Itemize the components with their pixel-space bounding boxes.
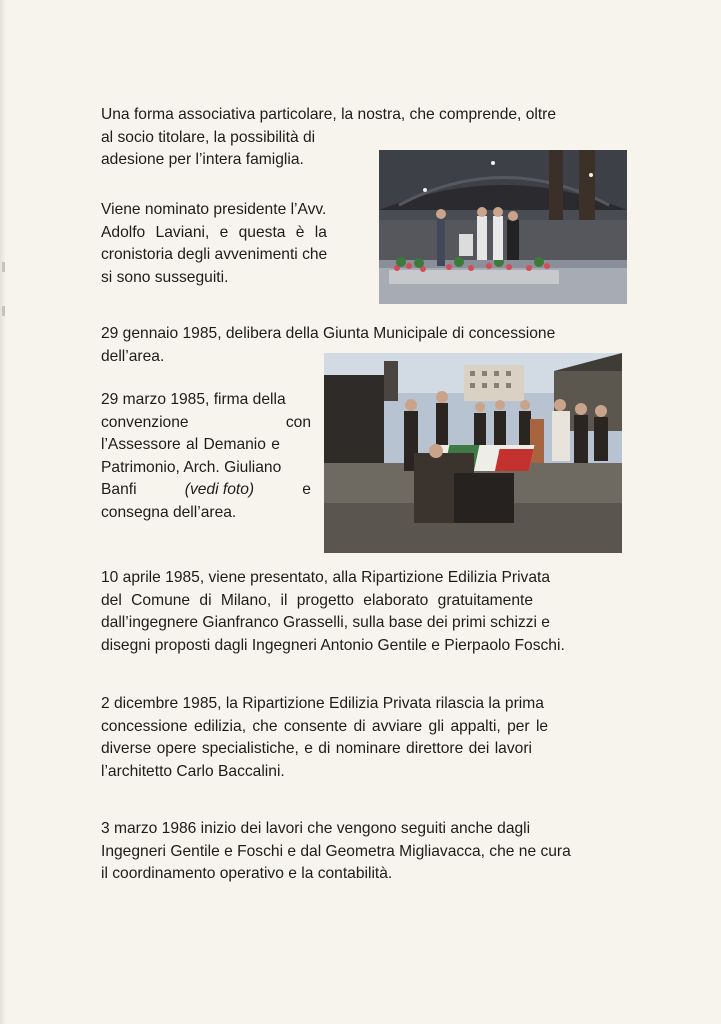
text-line: si sono susseguiti. <box>101 268 229 286</box>
text-line: adesione per l’intera famiglia. <box>101 151 304 168</box>
text-line: dell’area. <box>101 347 165 365</box>
text-line-content: Una forma associativa particolare, la nostra, che comprende, oltre <box>101 106 557 123</box>
text-line <box>101 479 311 502</box>
paragraph-apr1985 <box>101 567 639 657</box>
text-line: disegni proposti dagli Ingegneri Antonio Gentile e Pierpaolo Foschi. <box>101 636 565 654</box>
text-word: con <box>285 413 311 431</box>
paragraph-mar1986 <box>101 818 639 886</box>
text-line: Ingegneri Gentile e Foschi e dal Geometra Migliavacca, che ne cura <box>101 842 571 860</box>
photo-reference-text: (vedi foto) <box>184 481 255 498</box>
text-line: 29 gennaio 1985, delibera della Giunta Municipale di concessione <box>101 325 556 342</box>
paragraph-mar1985 <box>101 389 311 524</box>
text-line: l’Assessore al Demanio e <box>101 436 280 453</box>
text-line: cronistoria degli avvenimenti che <box>101 246 328 263</box>
page-edge-shadow <box>0 0 6 1024</box>
text-line: diverse opere specialistiche, e di nominare direttore dei lavori <box>101 740 532 757</box>
text-line: Viene nominato presidente l’Avv. <box>101 201 327 218</box>
stage-event-image <box>379 150 627 304</box>
signing-ceremony-photo <box>324 353 622 553</box>
paragraph-dec1985 <box>101 693 639 783</box>
text-line <box>101 104 641 127</box>
text-line: dall’ingegnere Gianfranco Grasselli, sulla base dei primi schizzi e <box>101 614 550 631</box>
stage-event-photo <box>379 150 627 304</box>
text-word: Banfi <box>101 481 137 498</box>
binding-mark <box>2 306 5 316</box>
text-line: concessione edilizia, che consente di avviare gli appalti, per le <box>101 717 549 735</box>
text-line: l’architetto Carlo Baccalini. <box>101 762 285 780</box>
text-line: al socio titolare, la possibilità di <box>101 128 316 146</box>
text-line: del Comune di Milano, il progetto elaborato gratuitamente <box>101 591 534 609</box>
text-line: consegna dell’area. <box>101 503 237 521</box>
text-line: 2 dicembre 1985, la Ripartizione Edilizia Privata rilascia la prima <box>101 695 544 712</box>
text-line: 3 marzo 1986 inizio dei lavori che vengono seguiti anche dagli <box>101 820 531 837</box>
text-line: 10 aprile 1985, viene presentato, alla Ripartizione Edilizia Privata <box>101 569 551 586</box>
signing-ceremony-image <box>324 353 622 553</box>
text-line: 29 marzo 1985, firma della <box>101 391 286 408</box>
binding-mark <box>2 262 5 272</box>
text-word: convenzione <box>101 413 189 431</box>
text-line <box>101 412 311 435</box>
text-line: Patrimonio, Arch. Giuliano <box>101 458 282 476</box>
text-line: il coordinamento operativo e la contabilità. <box>101 865 393 882</box>
text-line: Adolfo Laviani, e questa è la <box>101 223 327 241</box>
paragraph-president <box>101 199 363 289</box>
text-word: e <box>302 481 311 498</box>
